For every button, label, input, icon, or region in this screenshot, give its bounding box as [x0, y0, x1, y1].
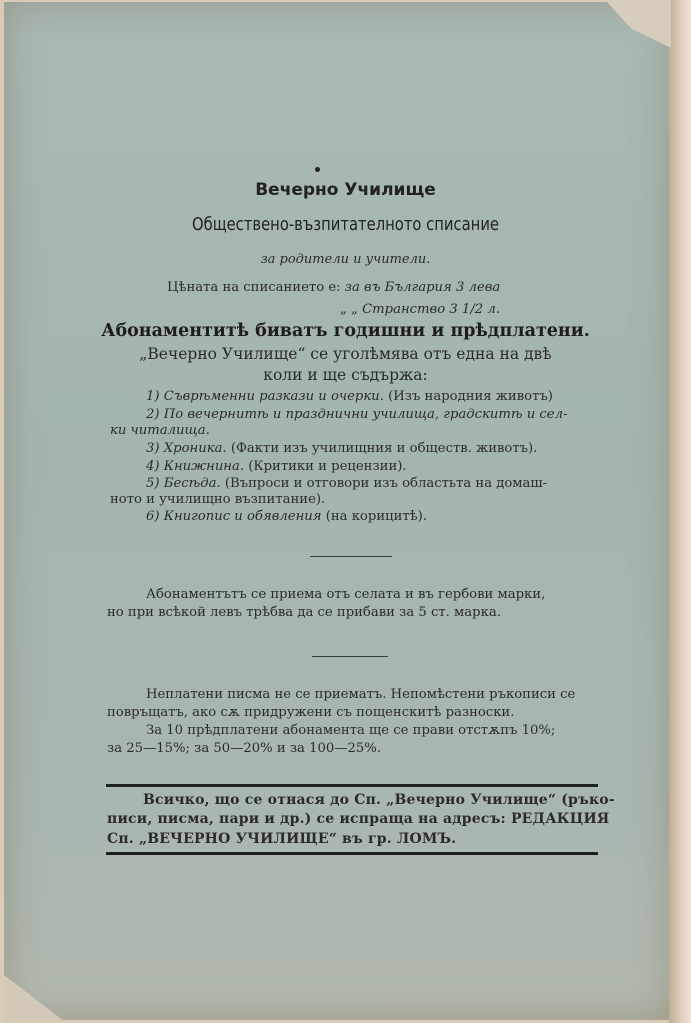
footer-line-3: Сп. „ВЕЧЕРНО УЧИЛИЩЕ“ въ гр. ЛОМЪ.: [107, 831, 457, 847]
paper-edge: [669, 0, 691, 1023]
price-bulgaria: за въ България 3 лева: [344, 280, 501, 295]
payment-line-2: но при всѣкой левъ трѣбва да се прибави за 5 ст. марка.: [107, 605, 501, 620]
growth-line-2: коли и ще съдържа:: [263, 366, 428, 384]
contents-item-5-cont: ното и училищно възпитание).: [110, 492, 326, 507]
contents-item-3: 3) Хроника. (Факти изъ училищния и обществ. животъ).: [146, 441, 538, 456]
footer-rule-bottom: [106, 852, 598, 855]
subscription-headline: Абонаментитѣ биватъ годишни и прѣдплатени.: [101, 321, 590, 341]
price-abroad: Странство 3 1/2 л.: [362, 302, 500, 317]
contents-item-1: 1) Съврѣменни разкази и очерки. (Изъ народния животъ): [146, 389, 553, 404]
contents-item-2-cont: ки читалища.: [110, 423, 210, 438]
ornament-dot: [315, 167, 320, 172]
notes-line-3: За 10 прѣдплатени абонамента ще се прави отстѫпъ 10%;: [146, 723, 556, 738]
growth-line-1: „Вечерно Училище“ се уголѣмява отъ една на двѣ: [139, 345, 552, 363]
price-line-2: [340, 302, 500, 317]
price-intro: Цѣната на списанието е:: [167, 280, 341, 295]
payment-line-1: Абонаментътъ се приема отъ селата и въ гербови марки,: [146, 587, 546, 602]
footer-line-1: Всичко, що се отнася до Сп. „Вечерно Училище“ (ръко-: [143, 792, 615, 808]
notes-line-2: повръщатъ, ако сѫ придружени съ пощенскитѣ разноски.: [107, 705, 515, 720]
divider-short-2: [312, 656, 388, 657]
notes-line-1: Неплатени писма не се приематъ. Непомѣстени ръкописи се: [146, 687, 576, 702]
contents-item-5: 5) Бесѣда. (Въпроси и отговори изъ областьта на домаш-: [146, 476, 548, 491]
contents-item-6: 6) Книгопис и обявления (на корицитѣ).: [146, 509, 427, 524]
journal-title: Вечерно Училище: [255, 180, 436, 200]
contents-item-4: 4) Книжнина. (Критики и рецензии).: [146, 459, 407, 474]
contents-item-2: 2) По вечернитѣ и празднични училища, градскитѣ и сел-: [146, 407, 568, 422]
audience-line: за родители и учители.: [260, 252, 431, 267]
footer-line-2: писи, писма, пари и др.) се испраща на адресъ: РЕДАКЦИЯ: [107, 811, 610, 827]
price-line-1: [167, 280, 500, 295]
journal-subtitle: Обществено-възпитателното списание: [191, 214, 500, 235]
footer-rule-top: [106, 784, 598, 787]
notes-line-4: за 25—15%; за 50—20% и за 100—25%.: [107, 741, 381, 756]
price-abroad-marks: „ „: [340, 302, 358, 317]
divider-short: [310, 556, 392, 557]
